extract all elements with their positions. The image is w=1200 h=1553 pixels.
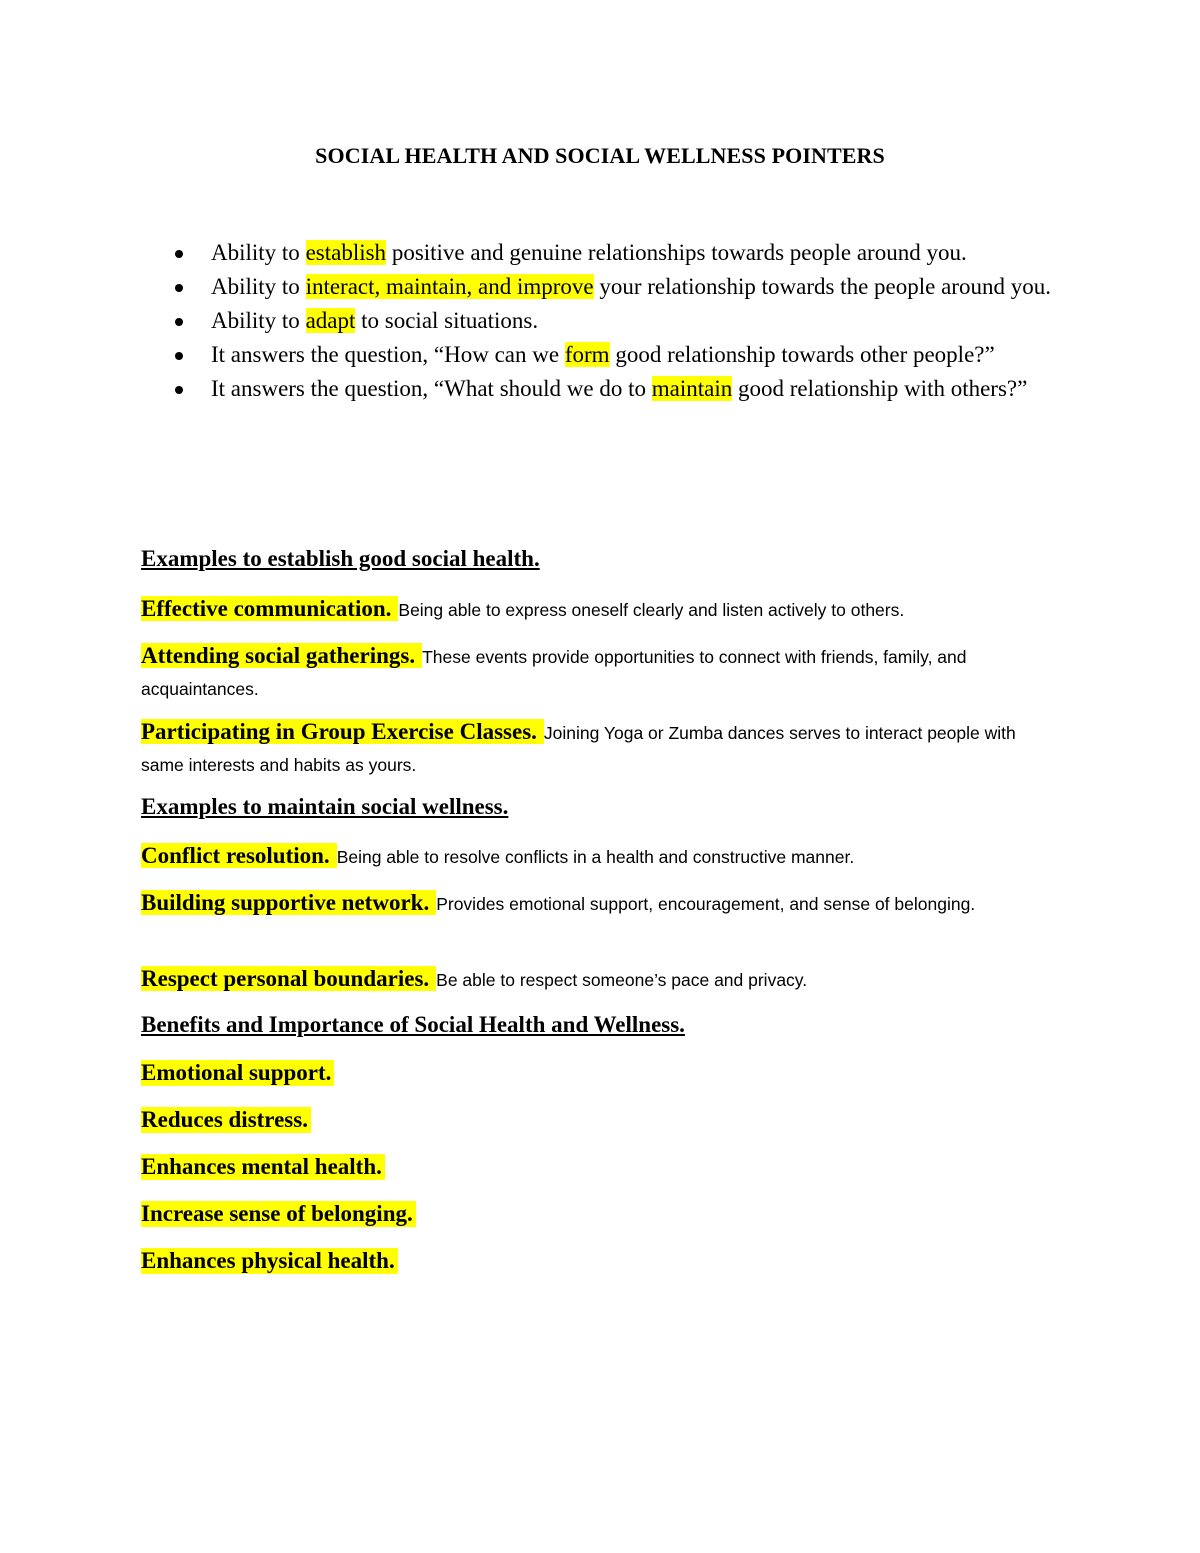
benefit-item: Emotional support. [141, 1060, 334, 1086]
highlighted-text: establish [305, 240, 387, 265]
maintain-heading: Examples to maintain social wellness. [141, 794, 509, 819]
benefit-item: Enhances mental health. [141, 1154, 385, 1180]
establish-item: Attending social gatherings. These events provide opportunities to connect with friends, family, and acquaintances. [141, 643, 967, 699]
list-item: Ability to adapt to social situations. [211, 305, 1071, 336]
list-item: Ability to interact, maintain, and improve your relationship towards the people around you. [211, 271, 1071, 302]
highlighted-text: form [564, 342, 610, 367]
establish-heading: Examples to establish good social health. [141, 546, 540, 571]
maintain-item: Respect personal boundaries. Be able to respect someone’s pace and privacy. [141, 966, 808, 991]
establish-item: Effective communication. Being able to express oneself clearly and listen actively to others. [141, 596, 905, 621]
benefit-item: Reduces distress. [141, 1107, 311, 1133]
pointer-list [211, 237, 1071, 407]
page-title: SOCIAL HEALTH AND SOCIAL WELLNESS POINTERS [315, 143, 885, 168]
maintain-item: Building supportive network. Provides emotional support, encouragement, and sense of belonging. [141, 890, 976, 915]
maintain-item: Conflict resolution. Being able to resolve conflicts in a health and constructive manner. [141, 843, 855, 868]
highlighted-text: interact, maintain, and improve [305, 274, 594, 299]
establish-item: Participating in Group Exercise Classes. Joining Yoga or Zumba dances serves to interact people with same interests and habits as yours. [141, 719, 1016, 775]
benefit-item: Enhances physical health. [141, 1248, 398, 1274]
list-item: It answers the question, “How can we form good relationship towards other people?” [211, 339, 1071, 370]
benefits-heading: Benefits and Importance of Social Health and Wellness. [141, 1012, 685, 1037]
highlighted-text: adapt [305, 308, 356, 333]
highlighted-text: maintain [651, 376, 733, 401]
benefit-item: Increase sense of belonging. [141, 1201, 416, 1227]
list-item: Ability to establish positive and genuine relationships towards people around you. [211, 237, 1071, 268]
list-item: It answers the question, “What should we do to maintain good relationship with others?” [211, 373, 1071, 404]
